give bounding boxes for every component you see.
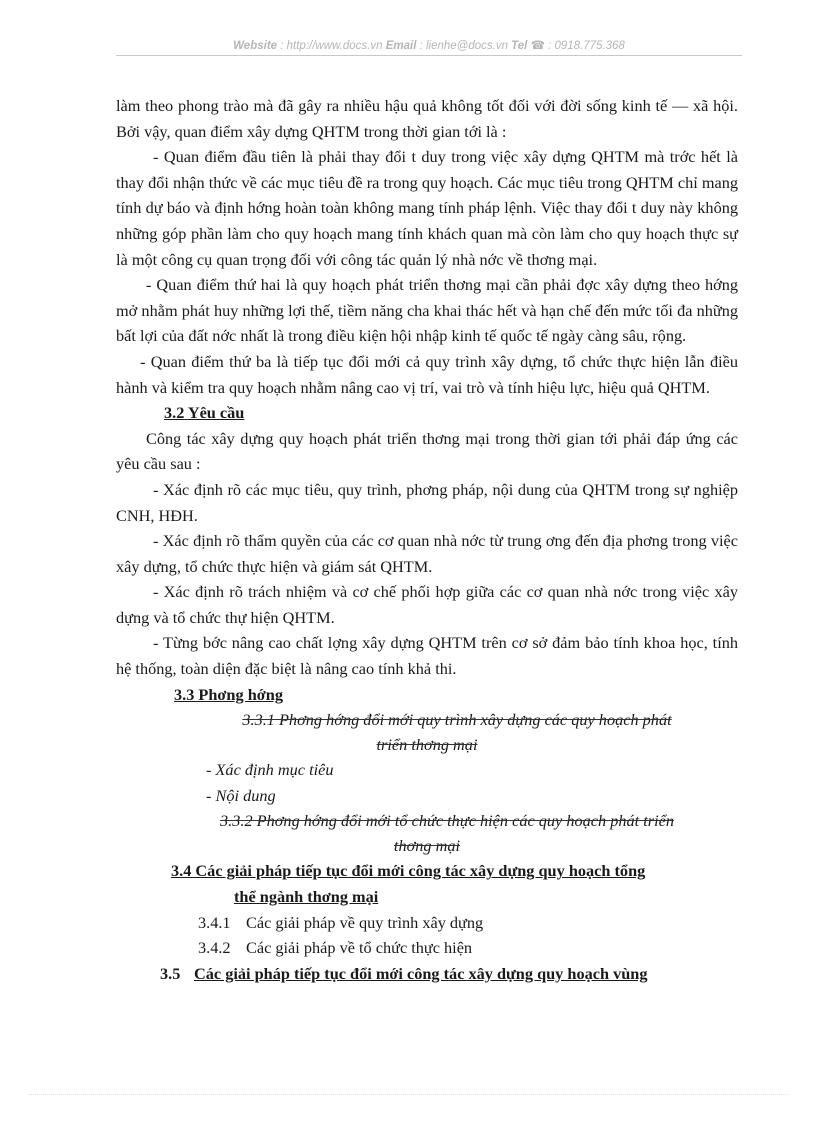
section-number: 3.2 — [164, 403, 185, 423]
subsection-item — [198, 935, 738, 961]
subsection-3-3-2-line-1: 3.3.2 Phơng hớng đổi mới tổ chức thực hiện các quy hoạch phát triển — [220, 811, 674, 831]
paragraph-viewpoint-2: - Quan điểm thứ hai là quy hoạch phát triển thơng mại cần phải đợc xây dựng theo hớng mở nhằm phát huy những lợi thế, tiềm năng cha khai thác hết và hạn chế đến mức tối đa những bất lợi của đất nớc nhất là trong điều kiện hội nhập kinh tế quốc tế ngày càng sâu, rộng. — [116, 275, 738, 346]
item-text: Các giải pháp về tổ chức thực hiện — [246, 938, 473, 958]
subsection-3-3-1-line-1: 3.3.1 Phơng hớng đổi mới quy trình xây dựng các quy hoạch phát — [242, 710, 672, 730]
paragraph-viewpoint-1: - Quan điểm đầu tiên là phải thay đổi t duy trong việc xây dựng QHTM mà trớc hết là thay đổi nhận thức về các mục tiêu đề ra trong quy hoạch. Các mục tiêu trong QHTM chỉ mang tính dự báo và định hớng hoàn toàn không mang tính pháp lệnh. Việc thay đổi t duy này không những góp phần làm cho quy hoạch mang tính khách quan mà còn làm cho quy hoạch thực sự là một công cụ quan trọng đối với công tác quản lý nhà nớc về thơng mại. — [116, 147, 738, 269]
section-heading-3-4 — [171, 858, 738, 909]
email-label: Email — [385, 40, 417, 52]
section-heading-3-2 — [164, 400, 738, 426]
requirement-item: - Xác định rõ thẩm quyền của các cơ quan nhà nớc từ trung ơng đến địa phơng trong việc xây dựng, tổ chức thực hiện và giám sát QHTM. — [116, 531, 738, 576]
document-body — [116, 93, 738, 986]
website-value: : http://www.docs.vn — [277, 40, 386, 52]
item-number: 3.4.2 — [198, 938, 231, 958]
page-header — [116, 38, 742, 52]
paragraph-intro: làm theo phong trào mà đã gây ra nhiều hậu quả không tốt đối với đời sống kinh tế — xã hội. Bởi vậy, quan điểm xây dựng QHTM trong thời gian tới là : — [116, 96, 738, 141]
bullet-item: - Xác định mục tiêu — [206, 760, 334, 780]
section-title: Các giải pháp tiếp tục đổi mới công tác xây dựng quy hoạch vùng — [194, 963, 648, 983]
section-heading-3-5 — [160, 961, 738, 987]
requirement-item: - Từng bớc nâng cao chất lợng xây dựng QHTM trên cơ sở đảm bảo tính khoa học, tính hệ thống, toàn diện đặc biệt là nâng cao tính khả thi. — [116, 633, 738, 679]
bullet-item: - Nội dung — [206, 785, 276, 805]
requirement-item: - Xác định rõ các mục tiêu, quy trình, phơng pháp, nội dung của QHTM trong sự nghiệp CNH, HĐH. — [116, 479, 738, 525]
header-divider — [116, 55, 742, 56]
tel-label: Tel — [511, 40, 528, 52]
section-heading-3-3: 3.3 Phơng hớng — [174, 684, 283, 704]
tel-value: ☎ : 0918.775.368 — [527, 40, 625, 52]
section-3-4-title-line-2: thể ngành thơng mại — [234, 887, 379, 907]
subsection-3-3-1-line-2: triển thơng mại — [376, 735, 478, 755]
requirement-item: - Xác định rõ trách nhiệm và cơ chế phối hợp giữa các cơ quan nhà nớc trong việc xây dựng và tổ chức thự hiện QHTM. — [116, 582, 738, 627]
email-value: : lienhe@docs.vn — [416, 40, 512, 52]
section-title: Yêu cầu — [187, 403, 245, 423]
section-3-4-title-line-1: 3.4 Các giải pháp tiếp tục đổi mới công tác xây dựng quy hoạch tổng — [171, 861, 646, 881]
subsection-3-3-2-line-2: thơng mại — [393, 836, 461, 856]
paragraph-viewpoint-3: - Quan điểm thứ ba là tiếp tục đổi mới cả quy trình xây dựng, tổ chức thực hiện lẫn điều hành và kiểm tra quy hoạch nhằm nâng cao vị trí, vai trò và tính hiệu lực, hiệu quả QHTM. — [116, 351, 738, 397]
section-3-2-intro: Công tác xây dựng quy hoạch phát triển thơng mại trong thời gian tới phải đáp ứng các yêu cầu sau : — [116, 428, 738, 474]
website-label: Website — [233, 40, 278, 52]
item-text: Các giải pháp về quy trình xây dựng — [246, 912, 484, 932]
footer-divider — [28, 1094, 788, 1095]
item-number: 3.4.1 — [198, 912, 231, 932]
section-number: 3.5 — [160, 963, 181, 983]
subsection-item — [198, 910, 738, 936]
